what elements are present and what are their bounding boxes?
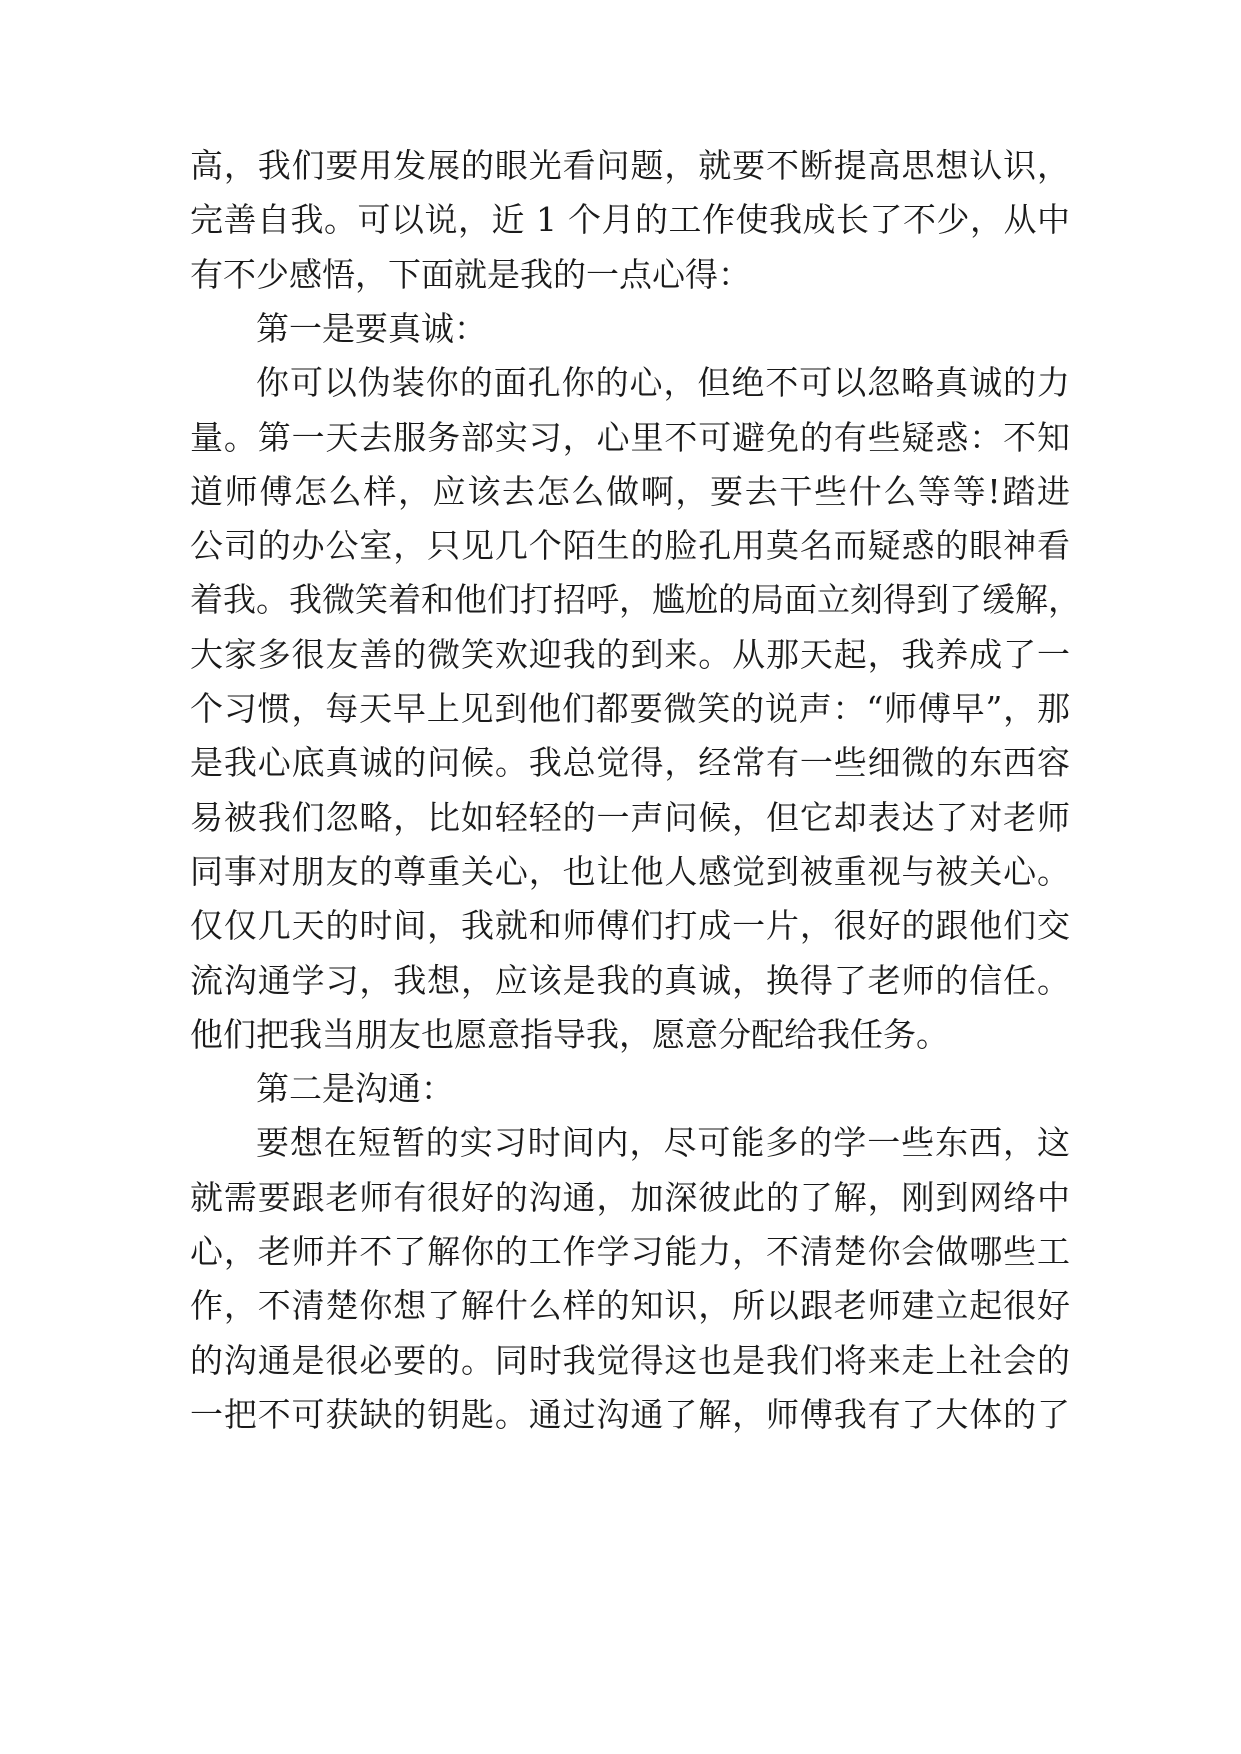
paragraph-first-line: 第一是要真诚： [256, 308, 487, 348]
text-line: 他们把我当朋友也愿意指导我，愿意分配给我任务。 [190, 1014, 949, 1054]
text-line: 量。第一天去服务部实习，心里不可避免的有些疑惑：不知 [190, 417, 1070, 457]
paragraph-first-line: 第二是沟通： [256, 1069, 454, 1109]
text-line: 就需要跟老师有很好的沟通，加深彼此的了解，刚到网络中 [190, 1177, 1070, 1217]
text-line: 一把不可获缺的钥匙。通过沟通了解，师傅我有了大体的了 [190, 1394, 1070, 1434]
text-line: 公司的办公室，只见几个陌生的脸孔用莫名而疑惑的眼神看 [190, 526, 1070, 566]
text-line: 大家多很友善的微笑欢迎我的到来。从那天起，我养成了一 [190, 634, 1070, 674]
paragraph-first-line: 你可以伪装你的面孔你的心，但绝不可以忽略真诚的力 [256, 363, 1070, 403]
text-line: 的沟通是很必要的。同时我觉得这也是我们将来走上社会的 [190, 1340, 1070, 1380]
text-line: 是我心底真诚的问候。我总觉得，经常有一些细微的东西容 [190, 743, 1070, 783]
text-line: 道师傅怎么样，应该去怎么做啊，要去干些什么等等!踏进 [190, 471, 1070, 511]
text-line: 仅仅几天的时间，我就和师傅们打成一片，很好的跟他们交 [190, 906, 1070, 946]
text-line: 高，我们要用发展的眼光看问题，就要不断提高思想认识， [190, 146, 1070, 185]
text-line: 易被我们忽略，比如轻轻的一声问候，但它却表达了对老师 [190, 797, 1070, 837]
paragraph-first-line: 要想在短暂的实习时间内，尽可能多的学一些东西，这 [256, 1123, 1070, 1163]
text-line: 着我。我微笑着和他们打招呼，尴尬的局面立刻得到了缓解， [190, 580, 1081, 620]
text-line: 个习惯，每天早上见到他们都要微笑的说声：“师傅早”，那 [190, 689, 1070, 728]
text-line: 同事对朋友的尊重关心，也让他人感觉到被重视与被关心。 [190, 851, 1070, 891]
text-line: 有不少感悟，下面就是我的一点心得： [190, 254, 751, 294]
text-line: 完善自我。可以说，近 1 个月的工作使我成长了不少，从中 [190, 200, 1070, 240]
text-line: 流沟通学习，我想，应该是我的真诚，换得了老师的信任。 [190, 960, 1070, 1000]
text-line: 作，不清楚你想了解什么样的知识，所以跟老师建立起很好 [190, 1286, 1070, 1326]
text-line: 心，老师并不了解你的工作学习能力，不清楚你会做哪些工 [190, 1232, 1070, 1271]
